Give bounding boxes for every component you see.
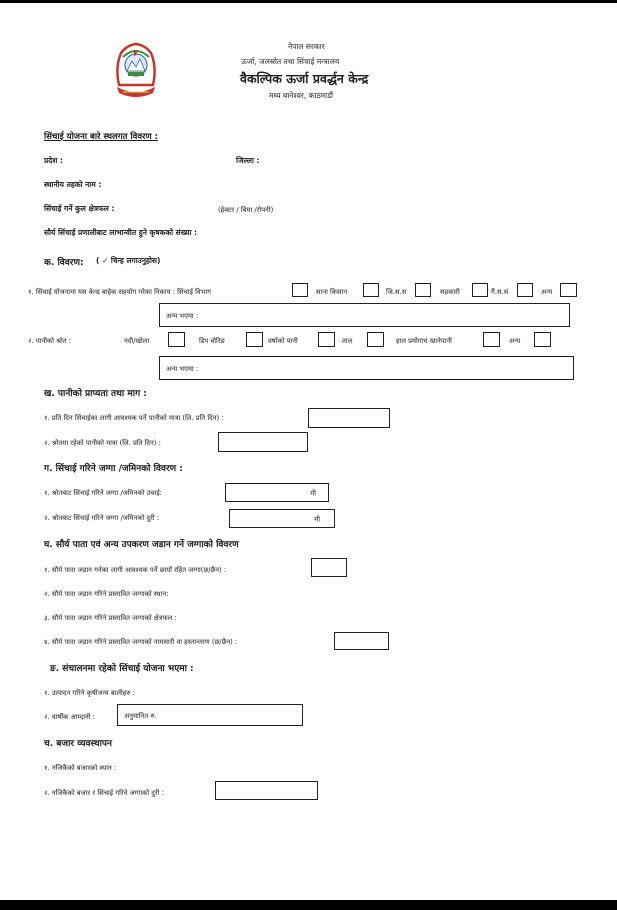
checkbox-small-farmer[interactable] — [363, 283, 379, 297]
checkbox-other-source[interactable] — [534, 332, 551, 347]
option-label: जि.स.स — [386, 288, 407, 296]
section-nga-title: ङ. संचालनमा रहेको सिंचाई योजना भएमा : — [50, 664, 194, 674]
beneficiary-label: सौर्य सिंचाई प्रणालीबाट लाभान्वीत हुने कृषकको संख्या : — [44, 228, 198, 237]
panel-area-label: ३. सौर्य पाता जडान गरिने प्रस्तावित जग्गाको क्षेत्रफल : — [44, 614, 177, 622]
annual-income-input[interactable] — [117, 704, 303, 726]
section-ka-hint: ( ✓ चिन्ह लगाउनुहोस) — [96, 256, 161, 265]
land-distance-input[interactable] — [229, 509, 335, 528]
header-address: मध्य बानेश्वर, काठमाडौं — [269, 91, 334, 100]
nearest-market-label: १. नजिकैको बजारको स्थान : — [44, 764, 117, 772]
option-label: हाल प्रयोगाधं खानेपानी — [396, 337, 452, 345]
crops-label: १. उत्पादन गरिने कृषीजन्य बालीहरु : — [44, 689, 135, 697]
checkbox-rainwater[interactable] — [318, 332, 335, 347]
other-agency-field[interactable] — [159, 303, 570, 327]
shade-free-land-label: १. सौर्य पाता जडान गर्नका लागी आवश्यक पर्ने छायाँ रहित जग्गा(छ/छैन) : — [44, 566, 227, 574]
section-ga-title: ग. सिंचाई गरिने जग्गा /जमिनको विवरण : — [44, 464, 183, 474]
nepal-government-emblem-icon — [113, 41, 159, 103]
option-label: साना किसान — [316, 288, 348, 296]
support-agency-label: १. सिंचाई योजनामा यस केन्द्र बाहेक सहयोग गरेका निकाय : सिंचाई विभाग — [28, 288, 212, 296]
checkbox-drinking-water[interactable] — [483, 332, 500, 347]
province-label: प्रदेश : — [44, 156, 63, 165]
checkbox-lake[interactable] — [367, 332, 384, 347]
source-water-amount-input[interactable] — [218, 432, 308, 452]
section-kha-title: ख. पानीको प्राप्यता तथा माग : — [44, 389, 147, 399]
checkbox-ngo[interactable] — [517, 283, 533, 297]
form-title: सिंचाई योजना बारे स्थलगत विवरण : — [44, 132, 159, 142]
other-agency-label: अन्य भएमा : — [166, 311, 199, 320]
land-height-input[interactable] — [225, 483, 329, 502]
annual-income-label: २. वार्षीक आम्दानी : — [44, 713, 95, 721]
unit-meter: मी — [310, 489, 316, 497]
land-height-label: १. श्रोतबाट सिंचाई गरिने जग्गा /जमिनको उचाई: — [44, 489, 162, 497]
checkbox-irrigation-dept[interactable] — [292, 283, 308, 297]
shade-free-land-input[interactable] — [311, 558, 347, 577]
land-distance-label: २. श्रोतबाट सिंचाई गरिने जग्गा /जमिनको दुरी : — [44, 514, 160, 522]
panel-location-label: २. सौर्य पाता जडान गरिने प्रस्तावित जग्गाको स्थान: — [44, 590, 169, 598]
land-transfer-input[interactable] — [334, 632, 389, 650]
option-label: अन्य — [509, 337, 521, 345]
other-source-field[interactable] — [159, 356, 574, 380]
checkbox-district-committee[interactable] — [415, 283, 431, 297]
header-center: वैकल्पिक ऊर्जा प्रवर्द्धन केन्द्र — [240, 71, 369, 86]
option-label: ताल — [342, 337, 353, 345]
option-label: वर्षाको पानी — [268, 337, 298, 345]
irrigation-area-units: (हेक्टर / बिघा /रोपनी) — [218, 206, 274, 214]
checkbox-deep-boring[interactable] — [246, 332, 263, 347]
section-cha-title: च. बजार व्यवस्थापन — [44, 739, 113, 749]
checkbox-river[interactable] — [168, 332, 185, 347]
market-distance-label: २. नजिकैको बजार र सिंचाई गरिने जग्गाको दुरी : — [44, 789, 164, 797]
option-label: नदी/खोला — [124, 337, 150, 345]
checkbox-cooperative[interactable] — [472, 283, 488, 297]
section-gha-title: घ. सौर्य पाता एवं अन्य उपकरण जडान गर्ने जग्गाको विवरण — [44, 540, 239, 550]
market-distance-input[interactable] — [215, 781, 318, 800]
daily-water-need-label: १. प्रति दिन सिंचाईका लागी आवश्यक पर्ने पानीको मात्रा (लि. प्रति दिन) : — [44, 414, 224, 422]
daily-water-need-input[interactable] — [308, 408, 390, 428]
other-source-label: अन्य भएमा : — [166, 364, 199, 373]
unit-meter: मी — [314, 515, 320, 523]
irrigation-area-label: सिंचाई गर्ने कुल क्षेत्रफल : — [44, 204, 115, 213]
header-ministry: ऊर्जा, जलस्रोत तथा सिंचाई मन्त्रालय — [241, 57, 340, 66]
option-label: अन्य — [541, 288, 553, 296]
form-page — [0, 3, 617, 900]
checkbox-other-agency[interactable] — [560, 283, 577, 297]
option-label: सहकारी — [440, 288, 460, 296]
section-ka-title: क. विवरण: — [44, 258, 84, 268]
header-government: नेपाल सरकार — [288, 42, 325, 51]
estimated-rupees-label: अनुमानित रु. — [124, 711, 157, 720]
option-label: डिप बोरिङ — [199, 337, 225, 345]
local-level-label: स्थानीय तहको नाम : — [44, 180, 102, 189]
water-source-label: २. पानीको श्रोत : — [28, 337, 72, 345]
source-water-amount-label: २. श्रोतमा रहेको पानीको मात्रा (लि. प्रति दिन) : — [44, 439, 161, 447]
land-transfer-label: ४. सौर्य पाता जडान गरिने प्रस्तावित जग्गाको नामसारी वा हस्तान्तरण (छ/छैन) : — [44, 638, 238, 646]
district-label: जिल्ला : — [236, 156, 260, 165]
option-label: गै.स.सं — [491, 288, 509, 296]
